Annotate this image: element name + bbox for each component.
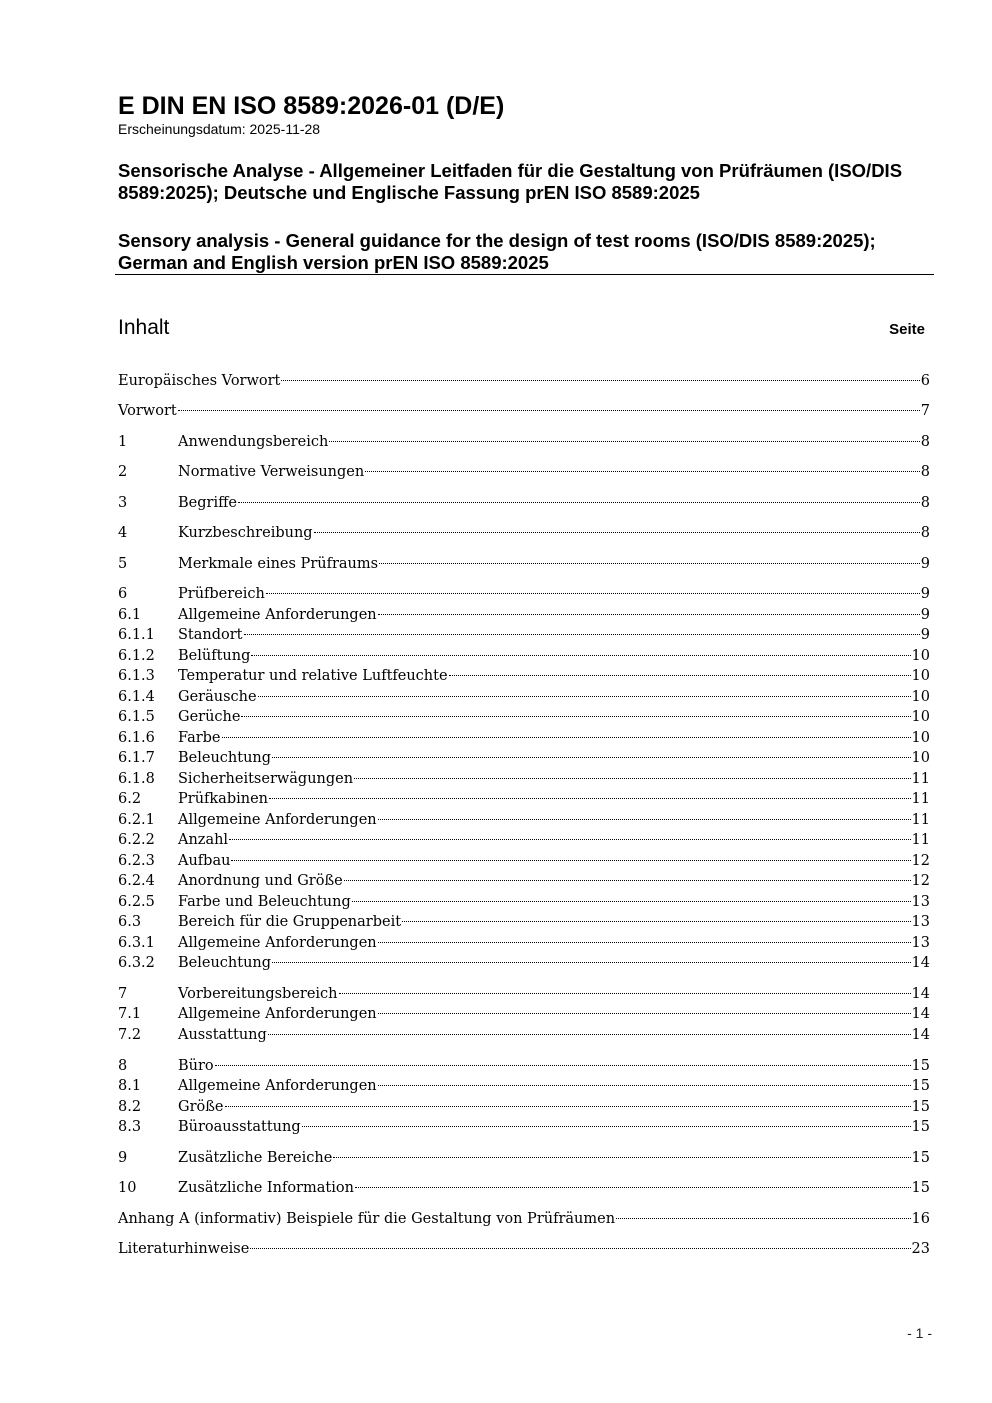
toc-entry-page: 11 (911, 832, 930, 848)
toc-dot-leader (378, 1085, 911, 1086)
toc-entry[interactable] (118, 462, 930, 482)
publication-date: Erscheinungsdatum: 2025-11-28 (118, 121, 321, 137)
toc-entry-page: 10 (911, 668, 930, 684)
toc-entry[interactable] (118, 1025, 930, 1045)
toc-dot-leader (269, 798, 911, 799)
toc-entry-title: Farbe und Beleuchtung (178, 894, 351, 910)
toc-dot-leader (378, 942, 911, 943)
toc-entry[interactable] (118, 687, 930, 707)
toc-entry[interactable] (118, 728, 930, 748)
toc-entry-page: 12 (911, 873, 930, 889)
toc-entry[interactable] (118, 554, 930, 574)
toc-entry-number: 7 (118, 986, 128, 1002)
toc-dot-leader (251, 655, 910, 656)
toc-entry-title: Vorwort (118, 403, 177, 419)
toc-entry-page: 10 (911, 648, 930, 664)
toc-entry-number: 6.2 (118, 791, 142, 807)
toc-entry-number: 5 (118, 556, 128, 572)
toc-entry-page: 11 (911, 812, 930, 828)
toc-entry[interactable] (118, 371, 930, 391)
toc-entry-title: Belüftung (178, 648, 251, 664)
toc-entry-title: Merkmale eines Prüfraums (178, 556, 379, 572)
toc-entry-title: Allgemeine Anforderungen (178, 1006, 377, 1022)
toc-entry-page: 11 (911, 771, 930, 787)
toc-entry-page: 15 (911, 1180, 930, 1196)
toc-entry-page: 16 (911, 1211, 930, 1227)
toc-dot-leader (314, 532, 920, 533)
toc-entry-page: 9 (920, 586, 930, 602)
toc-entry-number: 7.1 (118, 1006, 142, 1022)
toc-entry[interactable] (118, 625, 930, 645)
toc-entry-number: 4 (118, 525, 128, 541)
toc-entry[interactable] (118, 789, 930, 809)
toc-entry[interactable] (118, 523, 930, 543)
toc-entry[interactable] (118, 1178, 930, 1198)
toc-entry-title: Anwendungsbereich (178, 434, 329, 450)
toc-dot-leader (333, 1157, 910, 1158)
toc-dot-leader (225, 1106, 911, 1107)
toc-entry[interactable] (118, 1239, 930, 1259)
toc-dot-leader (281, 380, 919, 381)
toc-entry-number: 8.2 (118, 1099, 142, 1115)
toc-entry[interactable] (118, 493, 930, 513)
toc-entry-page: 13 (911, 914, 930, 930)
toc-entry[interactable] (118, 830, 930, 850)
toc-entry[interactable] (118, 871, 930, 891)
toc-entry-page: 14 (911, 955, 930, 971)
toc-entry-title: Geräusche (178, 689, 257, 705)
toc-entry-title: Zusätzliche Information (178, 1180, 354, 1196)
toc-entry-title: Büroausstattung (178, 1119, 301, 1135)
toc-entry-number: 6.2.1 (118, 812, 155, 828)
toc-entry-title: Gerüche (178, 709, 241, 725)
toc-dot-leader (378, 1013, 911, 1014)
toc-entry[interactable] (118, 432, 930, 452)
toc-dot-leader (354, 778, 910, 779)
toc-dot-leader (272, 757, 911, 758)
toc-dot-leader (302, 1126, 911, 1127)
toc-entry[interactable] (118, 666, 930, 686)
toc-entry-title: Normative Verweisungen (178, 464, 365, 480)
toc-entry-number: 3 (118, 495, 128, 511)
title-german: Sensorische Analyse - Allgemeiner Leitfaden für die Gestaltung von Prüfräumen (ISO/DIS 8589:2025); Deutsche und Englische Fassung prEN ISO 8589:2025 (118, 160, 903, 203)
toc-entry-page: 13 (911, 894, 930, 910)
toc-entry-title: Allgemeine Anforderungen (178, 812, 377, 828)
toc-dot-leader (402, 921, 910, 922)
toc-entry-title: Farbe (178, 730, 221, 746)
toc-entry[interactable] (118, 1076, 930, 1096)
toc-entry[interactable] (118, 1148, 930, 1168)
toc-entry[interactable] (118, 984, 930, 1004)
toc-entry-page: 11 (911, 791, 930, 807)
toc-entry-page: 23 (911, 1241, 930, 1257)
toc-entry-title: Prüfkabinen (178, 791, 269, 807)
toc-entry-title: Beleuchtung (178, 955, 272, 971)
toc-entry-page: 12 (911, 853, 930, 869)
toc-entry-title: Bereich für die Gruppenarbeit (178, 914, 402, 930)
toc-entry-title: Ausstattung (178, 1027, 267, 1043)
toc-entry-title: Beleuchtung (178, 750, 272, 766)
toc-entry-number: 8.1 (118, 1078, 142, 1094)
toc-entry[interactable] (118, 769, 930, 789)
toc-entry-page: 15 (911, 1078, 930, 1094)
toc-entry-title: Allgemeine Anforderungen (178, 935, 377, 951)
toc-entry-number: 10 (118, 1180, 137, 1196)
toc-dot-leader (365, 471, 920, 472)
toc-entry-number: 6.1.8 (118, 771, 155, 787)
toc-dot-leader (241, 716, 910, 717)
toc-dot-leader (378, 819, 911, 820)
toc-entry-title: Anhang A (informativ) Beispiele für die Gestaltung von Prüfräumen (118, 1211, 616, 1227)
toc-dot-leader (222, 737, 911, 738)
toc-entry-title: Anzahl (178, 832, 229, 848)
toc-entry-title: Kurzbeschreibung (178, 525, 313, 541)
toc-entry-page: 8 (920, 495, 930, 511)
toc-entry-page: 6 (920, 373, 930, 389)
toc-entry[interactable] (118, 851, 930, 871)
toc-entry-number: 6.2.5 (118, 894, 155, 910)
toc-entry-page: 14 (911, 1027, 930, 1043)
toc-entry-title: Sicherheitserwägungen (178, 771, 354, 787)
toc-entry-title: Allgemeine Anforderungen (178, 1078, 377, 1094)
toc-entry-number: 6.1 (118, 607, 142, 623)
toc-dot-leader (231, 860, 910, 861)
toc-entry-number: 2 (118, 464, 128, 480)
toc-dot-leader (229, 839, 910, 840)
toc-entry-page: 10 (911, 730, 930, 746)
toc-entry[interactable] (118, 707, 930, 727)
toc-dot-leader (339, 993, 911, 994)
toc-entry-title: Allgemeine Anforderungen (178, 607, 377, 623)
toc-entry[interactable] (118, 892, 930, 912)
toc-entry-page: 13 (911, 935, 930, 951)
toc-entry[interactable] (118, 1056, 930, 1076)
toc-dot-leader (378, 614, 920, 615)
toc-dot-leader (244, 634, 920, 635)
toc-entry-page: 15 (911, 1058, 930, 1074)
toc-entry-page: 10 (911, 750, 930, 766)
toc-dot-leader (272, 962, 911, 963)
document-id: E DIN EN ISO 8589:2026-01 (D/E) (118, 92, 505, 120)
toc-entry-title: Begriffe (178, 495, 237, 511)
toc-entry-number: 1 (118, 434, 128, 450)
toc-dot-leader (344, 880, 911, 881)
toc-entry-title: Größe (178, 1099, 224, 1115)
toc-entry-number: 7.2 (118, 1027, 142, 1043)
toc-entry-page: 9 (920, 556, 930, 572)
toc-dot-leader (329, 441, 919, 442)
toc-entry-number: 6.1.4 (118, 689, 155, 705)
toc-dot-leader (616, 1218, 911, 1219)
toc-entry-title: Standort (178, 627, 243, 643)
toc-entry-page: 9 (920, 627, 930, 643)
toc-entry-page: 10 (911, 689, 930, 705)
toc-entry-number: 8 (118, 1058, 128, 1074)
toc-entry-page: 8 (920, 525, 930, 541)
toc-entry-number: 6 (118, 586, 128, 602)
toc-entry-number: 6.1.7 (118, 750, 155, 766)
toc-entry[interactable] (118, 1117, 930, 1137)
toc-entry-page: 8 (920, 464, 930, 480)
toc-dot-leader (355, 1187, 911, 1188)
toc-entry-page: 9 (920, 607, 930, 623)
toc-entry-number: 6.2.3 (118, 853, 155, 869)
toc-entry-title: Literaturhinweise (118, 1241, 250, 1257)
toc-entry[interactable] (118, 933, 930, 953)
title-english: Sensory analysis - General guidance for the design of test rooms (ISO/DIS 8589:2025); German and English version prEN ISO 8589:2025 (118, 230, 876, 273)
toc-dot-leader (379, 563, 920, 564)
toc-entry-page: 15 (911, 1150, 930, 1166)
toc-dot-leader (449, 675, 911, 676)
toc-entry-page: 14 (911, 1006, 930, 1022)
toc-entry-title: Prüfbereich (178, 586, 265, 602)
toc-heading: Inhalt (118, 316, 170, 339)
toc-entry-title: Zusätzliche Bereiche (178, 1150, 333, 1166)
toc-entry-page: 15 (911, 1119, 930, 1135)
toc-entry-number: 6.3.2 (118, 955, 155, 971)
toc-entry-title: Aufbau (178, 853, 231, 869)
toc-entry-page: 10 (911, 709, 930, 725)
toc-dot-leader (215, 1065, 911, 1066)
toc-entry-page: 7 (920, 403, 930, 419)
toc-entry-page: 15 (911, 1099, 930, 1115)
toc-entry[interactable] (118, 584, 930, 604)
toc-entry-number: 6.3.1 (118, 935, 155, 951)
toc-entry-number: 6.1.3 (118, 668, 155, 684)
toc-entry-number: 6.2.4 (118, 873, 155, 889)
toc-entry-title: Vorbereitungsbereich (178, 986, 338, 1002)
toc-dot-leader (238, 502, 920, 503)
toc-entry[interactable] (118, 748, 930, 768)
toc-entry[interactable] (118, 646, 930, 666)
toc-page-label: Seite (889, 321, 925, 338)
toc-entry-page: 8 (920, 434, 930, 450)
toc-entry-number: 9 (118, 1150, 128, 1166)
toc-entry-number: 6.3 (118, 914, 142, 930)
toc-dot-leader (352, 901, 911, 902)
toc-entry-page: 14 (911, 986, 930, 1002)
toc-entry-number: 6.1.5 (118, 709, 155, 725)
toc-entry[interactable] (118, 401, 930, 421)
toc-entry-number: 6.1.2 (118, 648, 155, 664)
toc-entry[interactable] (118, 810, 930, 830)
toc-entry[interactable] (118, 1004, 930, 1024)
toc-dot-leader (258, 696, 911, 697)
toc-entry-number: 8.3 (118, 1119, 142, 1135)
toc-dot-leader (266, 593, 920, 594)
toc-entry-title: Temperatur und relative Luftfeuchte (178, 668, 448, 684)
toc-entry[interactable] (118, 912, 930, 932)
page-number: - 1 - (907, 1325, 932, 1341)
toc-dot-leader (178, 410, 920, 411)
toc-entry-number: 6.1.6 (118, 730, 155, 746)
toc-entry-title: Europäisches Vorwort (118, 373, 281, 389)
toc-entry[interactable] (118, 1209, 930, 1229)
toc-entry[interactable] (118, 605, 930, 625)
toc-entry[interactable] (118, 953, 930, 973)
toc-entry[interactable] (118, 1097, 930, 1117)
toc-entry-number: 6.2.2 (118, 832, 155, 848)
toc-entry-title: Anordnung und Größe (178, 873, 343, 889)
toc-entry-number: 6.1.1 (118, 627, 155, 643)
toc-dot-leader (268, 1034, 911, 1035)
toc-entry-title: Büro (178, 1058, 214, 1074)
toc-dot-leader (250, 1248, 910, 1249)
